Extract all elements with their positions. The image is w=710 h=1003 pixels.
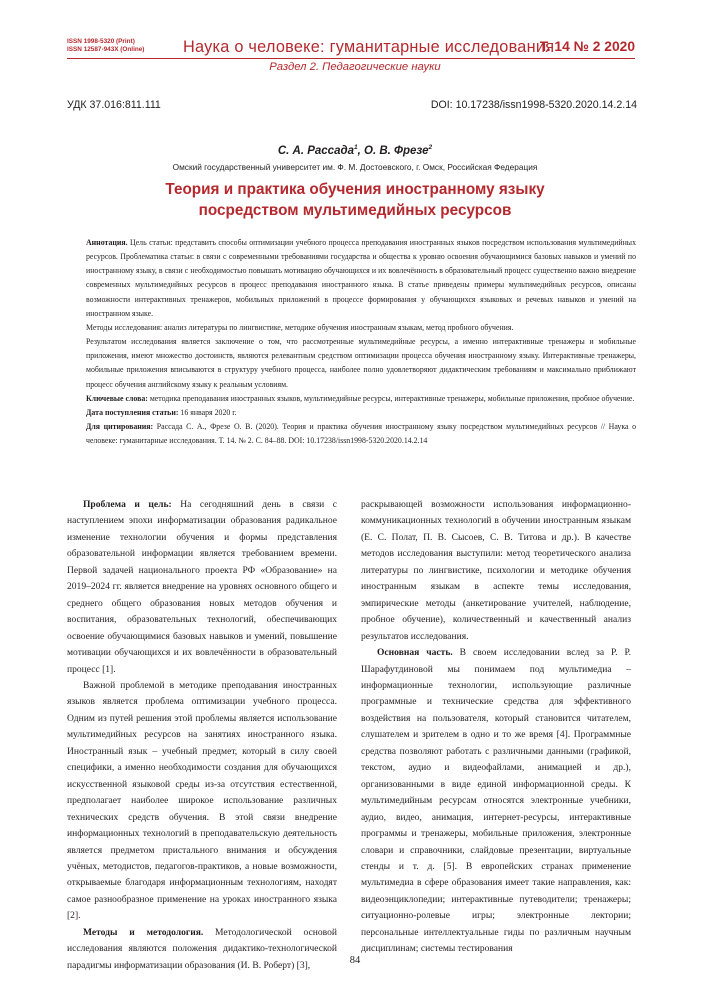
article-title xyxy=(0,180,710,221)
main-part-text: В своем исследовании вслед за Р. Р. Шарафутдиновой мы понимаем под мультимедиа – информационные технологии, использующие различные программные и технические средства для эффективного воздействия на пользователя, который становится читателем, слушателем и зрителем в одно и то же время [4]. Программные средства позволяют работать с различными данными (графикой, текстом, аудио и видеофайлами, анимацией и др.), организованными в виде единой информационной среды. К мультимедийным ресурсам относятся электронные учебники, аудио, видео, анимация, интернет-ресурсы, интерактивные программы и тренажеры, мобильные приложения, электронные словари и справочники, слайдовые презентации, виртуальные стенды и т. д. [5]. В европейских странах применение мультимедиа в сфере образования имеет такие направления, как: видеоэнциклопедии; интерактивные путеводители; тренажеры; ситуационно-ролевые игры; электронные лектории; персональные интеллектуальные гиды по различным научным дисциплинам; системы тестирования xyxy=(361,647,631,955)
citation-text: Рассада С. А., Фрезе О. В. (2020). Теория и практика обучения иностранному языку посредством мультимедийных ресурсов // Наука о человеке: гуманитарные исследования. Т. 14. № 2. С. 84–88. DOI: 10.17238/issn1998-5320.2020.14.2.14 xyxy=(86,422,636,446)
paragraph-problem xyxy=(67,497,337,678)
abstract-keywords xyxy=(86,392,636,406)
body-column-left xyxy=(67,497,337,974)
doi: DOI: 10.17238/issn1998-5320.2020.14.2.14 xyxy=(430,99,637,111)
abstract-results: Результатом исследования является заключение о том, что рассмотренные мультимедийные ресурсы, а именно интерактивные тренажеры и мобильные приложения, имеют множество достоинств, являются релевантным средством оптимизации процесса обучения иностранному языку. Интерактивные тренажеры, мобильные приложения вписываются в структуру учебного процесса, наиболее полно удовлетворяют дидактическим требованиям и максимально приближают процесс обучения английскому языку к реальным условиям. xyxy=(86,337,636,389)
header-rule xyxy=(67,58,635,59)
body-column-right xyxy=(361,497,631,958)
paragraph-methods-continued: раскрывающей возможности использования информационно-коммуникационных технологий в обучении иностранным языкам (Е. С. Полат, П. В. Сысоев, С. В. Титова и др.). В качестве методов исследования выступили: метод теоретического анализа литературы по лингвистике, психологии и методике обучения иностранным языкам в аспекте темы исследования, эмпирические методы (анкетирование учителей, наблюдение, пробное обучение), количественный и качественный анализ результатов исследования. xyxy=(361,499,631,642)
volume-issue: Т. 14 № 2 2020 xyxy=(539,39,635,54)
author-1: С. А. Рассада xyxy=(277,144,354,157)
abstract-citation xyxy=(86,420,636,448)
title-line-2: посредством мультимедийных ресурсов xyxy=(198,201,512,219)
annotation-text: Цель статьи: представить способы оптимизации учебного процесса преподавания иностранных языков посредством использования мультимедийных ресурсов. Проблематика статьи: в связи с современными требованиями государства и общества к уровню освоения обучающимися базовых навыков и умений по иностранному языку, в связи с необходимостью повышать мотивацию обучающихся и их вовлечённость в образовательный процесс существенно важно внедрение современных мультимедийных ресурсов в процесс преподавания иностранного языка. В статье приведены примеры мультимедийных ресурсов, описаны возможности интерактивных тренажеров, мобильных приложений в процессе формирования у обучающихся языковых и речевых навыков и умений на иностранном языке. xyxy=(86,238,636,318)
keywords-label: Ключевые слова: xyxy=(86,393,148,403)
author-2: О. В. Фрезе xyxy=(364,144,429,157)
methods-text: Методологической основой исследования являются положения дидактико-технологической парадигмы информатизации образования (И. В. Роберт) [3], xyxy=(67,926,337,971)
methods-label: Методы и методология. xyxy=(83,926,204,938)
issn-online: ISSN 12587-943X (Online) xyxy=(67,45,145,53)
issn-print: ISSN 1998-5320 (Print) xyxy=(67,38,135,45)
keywords-text: методика преподавания иностранных языков, мультимедийные ресурсы, интерактивные тренажеры, мобильные приложения, пробное обучение. xyxy=(147,393,635,403)
issn-block xyxy=(67,38,144,54)
section-title: Раздел 2. Педагогические науки xyxy=(269,61,441,73)
journal-title: Наука о человеке: гуманитарные исследования xyxy=(183,38,555,56)
abstract-methods: Методы исследования: анализ литературы по лингвистике, методике обучения иностранным языкам, метод пробного обучения. xyxy=(86,322,514,332)
main-part-label: Основная часть. xyxy=(377,647,453,659)
received-label: Дата поступления статьи: xyxy=(86,407,179,417)
citation-label: Для цитирования: xyxy=(86,422,154,432)
problem-label: Проблема и цель: xyxy=(83,499,172,510)
title-line-1: Теория и практика обучения иностранному языку xyxy=(165,181,545,198)
problem-text: На сегодняшний день в связи с наступлением эпохи информатизации образования радикальное изменение технологии обучения и формы представления образовательной информации является требованием времени. Первой задачей национального проекта РФ «Образование» на 2019–2024 гг. является внедрение на уровнях основного общего и среднего общего образования новых методов обучения и воспитания, образовательных технологий, обеспечивающих освоение обучающимися базовых навыков и умений, повышение мотивации обучающихся и их вовлечённости в образовательный процесс [1]. xyxy=(67,499,337,675)
paragraph-main-part xyxy=(361,645,631,958)
author-separator: , xyxy=(357,144,364,157)
received-date: 16 января 2020 г. xyxy=(178,407,237,417)
abstract-received xyxy=(86,406,636,420)
abstract-block xyxy=(86,236,636,448)
udk-code: УДК 37.016:811.111 xyxy=(67,99,161,111)
annotation-label: Аннотация. xyxy=(86,238,128,247)
paragraph-optimization: Важной проблемой в методике преподавания иностранных языков является проблема оптимизации учебного процесса. Одним из путей решения этой проблемы является использование мультимедийных ресурсов на занятиях иностранного языка. Иностранный язык – учебный предмет, который в силу своей специфики, а именно необходимости создания для обучающихся искусственной языковой среды из-за отсутствия естественной, предполагает наиболее широкое использование различных технических средств обучения. В этой связи внедрение информационных технологий в преподавательскую деятельность является предметом пристального внимания и обсуждения учёных, методистов, педагогов-практиков, а новые возможности, открываемые благодаря информационным технологиям, находят самое разнообразное применение на уроках иностранного языка [2]. xyxy=(67,679,337,922)
affiliation: Омский государственный университет им. Ф. М. Достоевского, г. Омск, Российская Федерация xyxy=(172,162,538,172)
paragraph-methods xyxy=(67,925,337,974)
author-2-affiliation-mark: 2 xyxy=(428,144,433,151)
abstract-annotation xyxy=(86,236,636,321)
authors xyxy=(0,144,710,157)
author-1-affiliation-mark: 1 xyxy=(353,144,358,151)
page-number: 84 xyxy=(349,955,361,966)
